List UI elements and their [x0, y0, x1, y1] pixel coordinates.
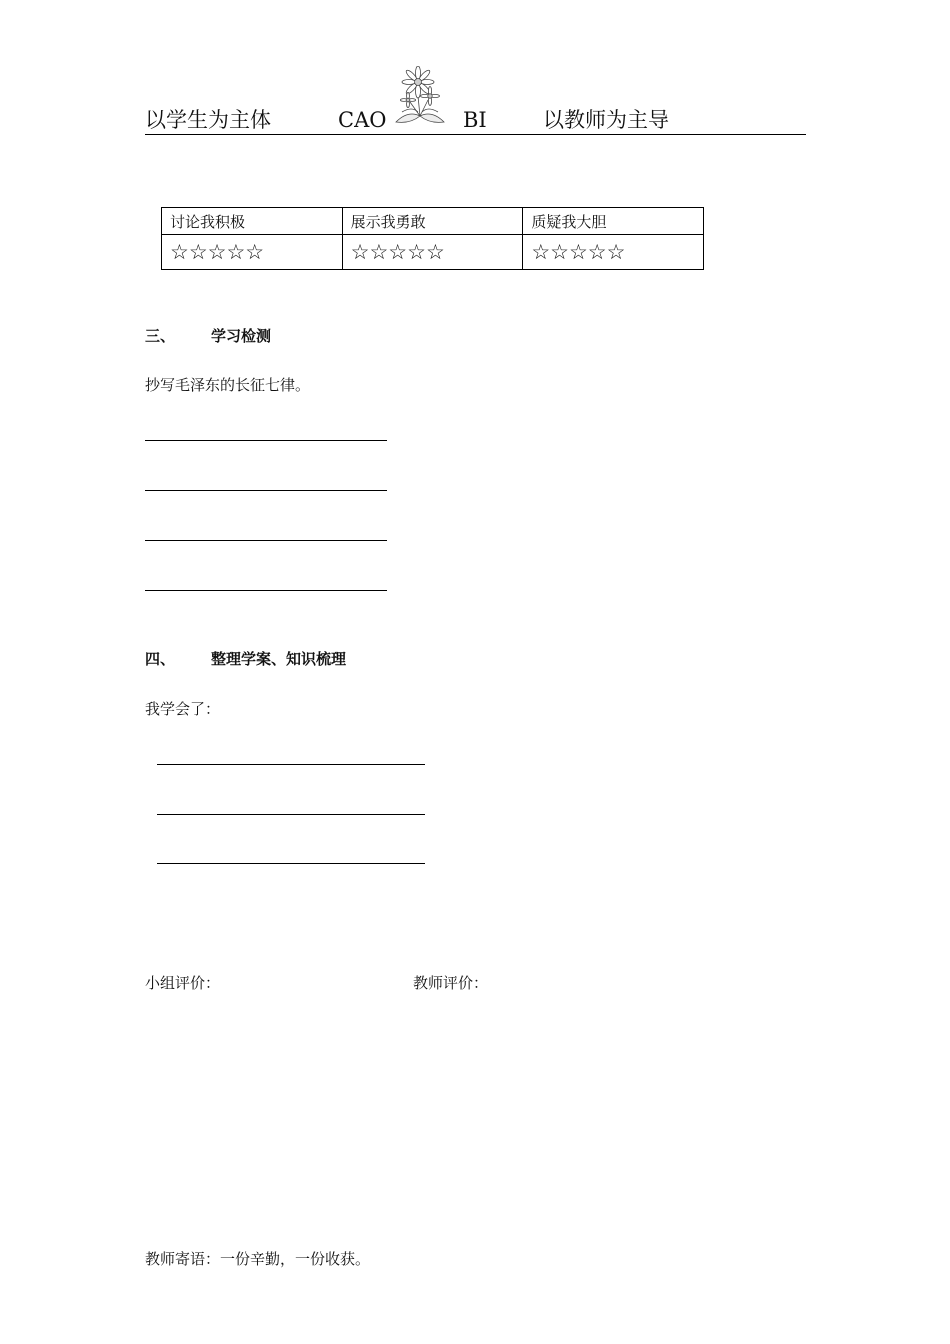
header-right-motto: 以教师为主导 — [543, 108, 669, 132]
flower-logo-icon — [388, 66, 452, 130]
rating-stars-questioning[interactable]: ☆☆☆☆☆ — [523, 235, 704, 270]
group-evaluation-label: 小组评价： — [145, 974, 221, 992]
answer-line[interactable] — [145, 490, 387, 491]
teacher-evaluation-label: 教师评价： — [413, 974, 489, 992]
header-word-bi: BI — [463, 108, 487, 132]
summary-line[interactable] — [157, 814, 425, 815]
rating-stars-presentation[interactable]: ☆☆☆☆☆ — [342, 235, 523, 270]
section3-number: 三、 — [145, 327, 176, 345]
rating-table-header-row — [162, 208, 704, 235]
rating-table-stars-row — [162, 235, 704, 270]
rating-stars-discussion[interactable]: ☆☆☆☆☆ — [162, 235, 343, 270]
section4-prompt: 我学会了： — [145, 700, 221, 718]
rating-header-discussion: 讨论我积极 — [162, 208, 343, 235]
answer-line[interactable] — [145, 540, 387, 541]
answer-line[interactable] — [145, 440, 387, 441]
answer-line[interactable] — [145, 590, 387, 591]
section4-number: 四、 — [145, 650, 176, 668]
section3-title: 学习检测 — [211, 327, 272, 345]
header-word-cao: CAO — [338, 108, 387, 132]
rating-table — [161, 207, 704, 270]
summary-line[interactable] — [157, 764, 425, 765]
header-underline — [145, 134, 806, 135]
rating-header-questioning: 质疑我大胆 — [523, 208, 704, 235]
section4-title: 整理学案、知识梳理 — [211, 650, 347, 668]
section3-instruction: 抄写毛泽东的长征七律。 — [145, 376, 311, 394]
header-left-motto: 以学生为主体 — [145, 108, 271, 132]
rating-header-presentation: 展示我勇敢 — [342, 208, 523, 235]
teacher-message: 教师寄语：一份辛勤，一份收获。 — [145, 1250, 371, 1268]
summary-line[interactable] — [157, 863, 425, 864]
